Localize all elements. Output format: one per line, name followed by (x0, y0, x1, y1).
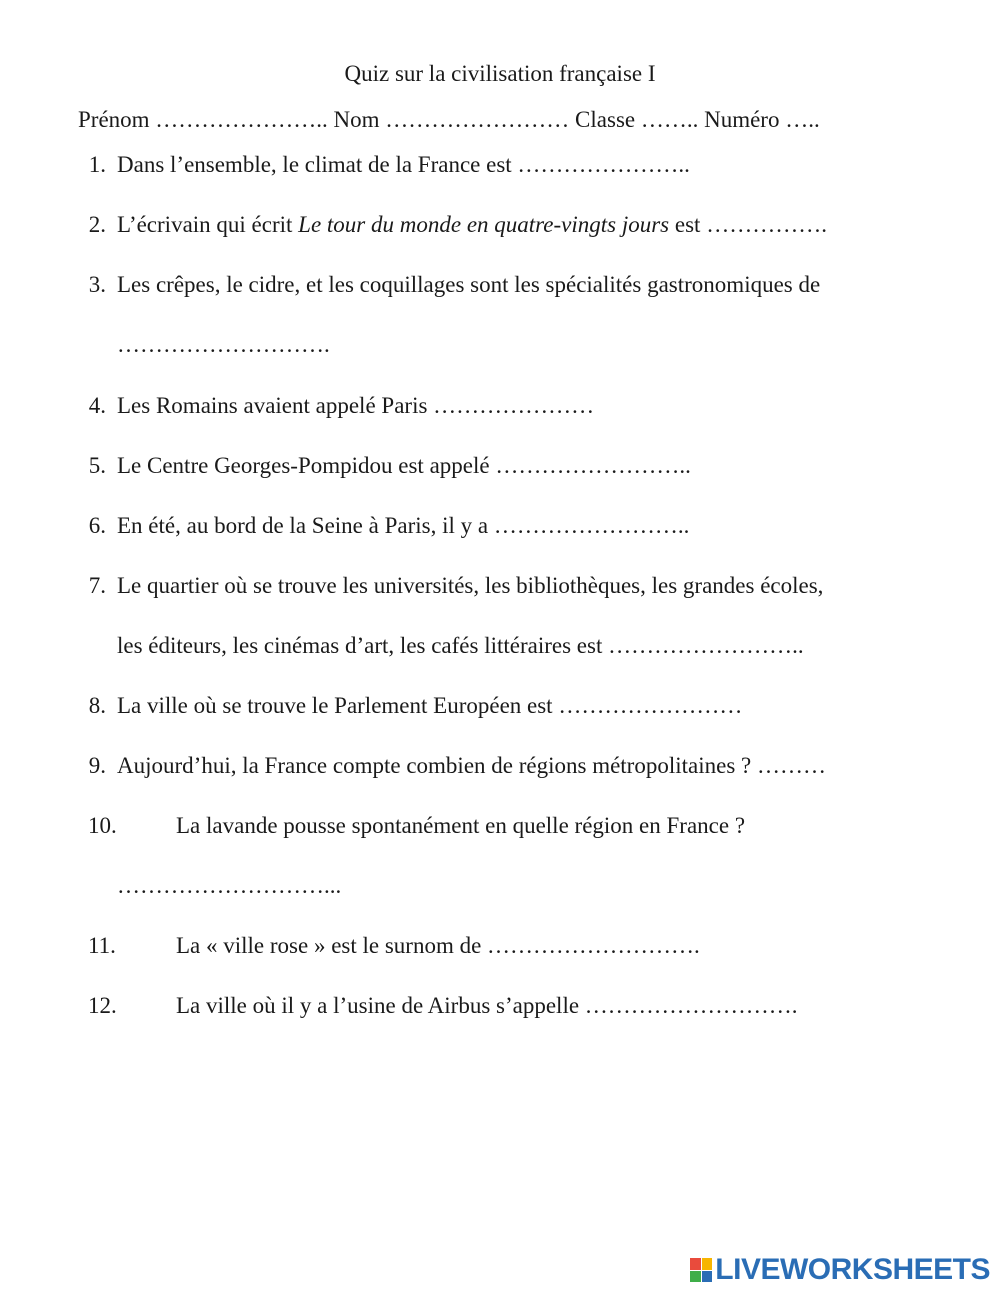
question-number: 6. (88, 513, 106, 538)
question-number: 1. (88, 152, 106, 177)
question-number: 12. (88, 993, 117, 1018)
question-text (117, 209, 827, 241)
question-text: En été, au bord de la Seine à Paris, il y a …………………….. (117, 513, 690, 538)
question-text-start: L’écrivain qui écrit (117, 212, 299, 237)
question-text: Les crêpes, le cidre, et les coquillages sont les spécialités gastronomiques de (117, 272, 821, 297)
question-number: 10. (88, 813, 117, 838)
question-text: La ville où il y a l’usine de Airbus s’appelle ………………………. (176, 993, 798, 1018)
worksheet-title: Quiz sur la civilisation française I (344, 61, 656, 86)
question-number: 11. (88, 933, 116, 958)
question-text: Le Centre Georges-Pompidou est appelé …………………….. (117, 453, 691, 478)
question-number: 3. (88, 272, 106, 297)
question-7-continuation: les éditeurs, les cinémas d’art, les cafés littéraires est …………………….. (117, 633, 804, 658)
question-text: La ville où se trouve le Parlement Européen est …………………… (117, 693, 743, 718)
question-text: La lavande pousse spontanément en quelle région en France ? (176, 813, 746, 838)
question-number: 9. (88, 753, 106, 778)
question-number: 5. (88, 453, 106, 478)
question-10-answer-line: ………………………... (117, 873, 342, 898)
question-text: La « ville rose » est le surnom de ………………………. (176, 933, 700, 958)
logo-squares-icon (690, 1258, 712, 1282)
question-number: 7. (88, 573, 106, 598)
question-3-answer-line: ………………………. (117, 332, 330, 357)
student-info-line: Prénom ………………….. Nom …………………… Classe …….. Numéro ….. (78, 107, 820, 132)
logo-square-yellow (702, 1258, 713, 1270)
question-text: Dans l’ensemble, le climat de la France est ………………….. (117, 152, 690, 177)
liveworksheets-logo (690, 1253, 990, 1287)
question-text: Le quartier où se trouve les universités, les bibliothèques, les grandes écoles, (117, 573, 824, 598)
question-text: Aujourd’hui, la France compte combien de régions métropolitaines ? ……… (117, 753, 826, 778)
question-number: 8. (88, 693, 106, 718)
book-title: Le tour du monde en quatre-vingts jours (298, 212, 670, 237)
brand-name: LIVEWORKSHEETS (715, 1253, 990, 1286)
logo-square-red (690, 1258, 701, 1270)
question-text-end: est ……………. (669, 212, 827, 237)
question-number: 2. (88, 212, 106, 237)
logo-square-blue (702, 1271, 713, 1283)
logo-square-green (690, 1271, 701, 1283)
question-text: Les Romains avaient appelé Paris ………………… (117, 393, 595, 418)
question-number: 4. (88, 393, 106, 418)
